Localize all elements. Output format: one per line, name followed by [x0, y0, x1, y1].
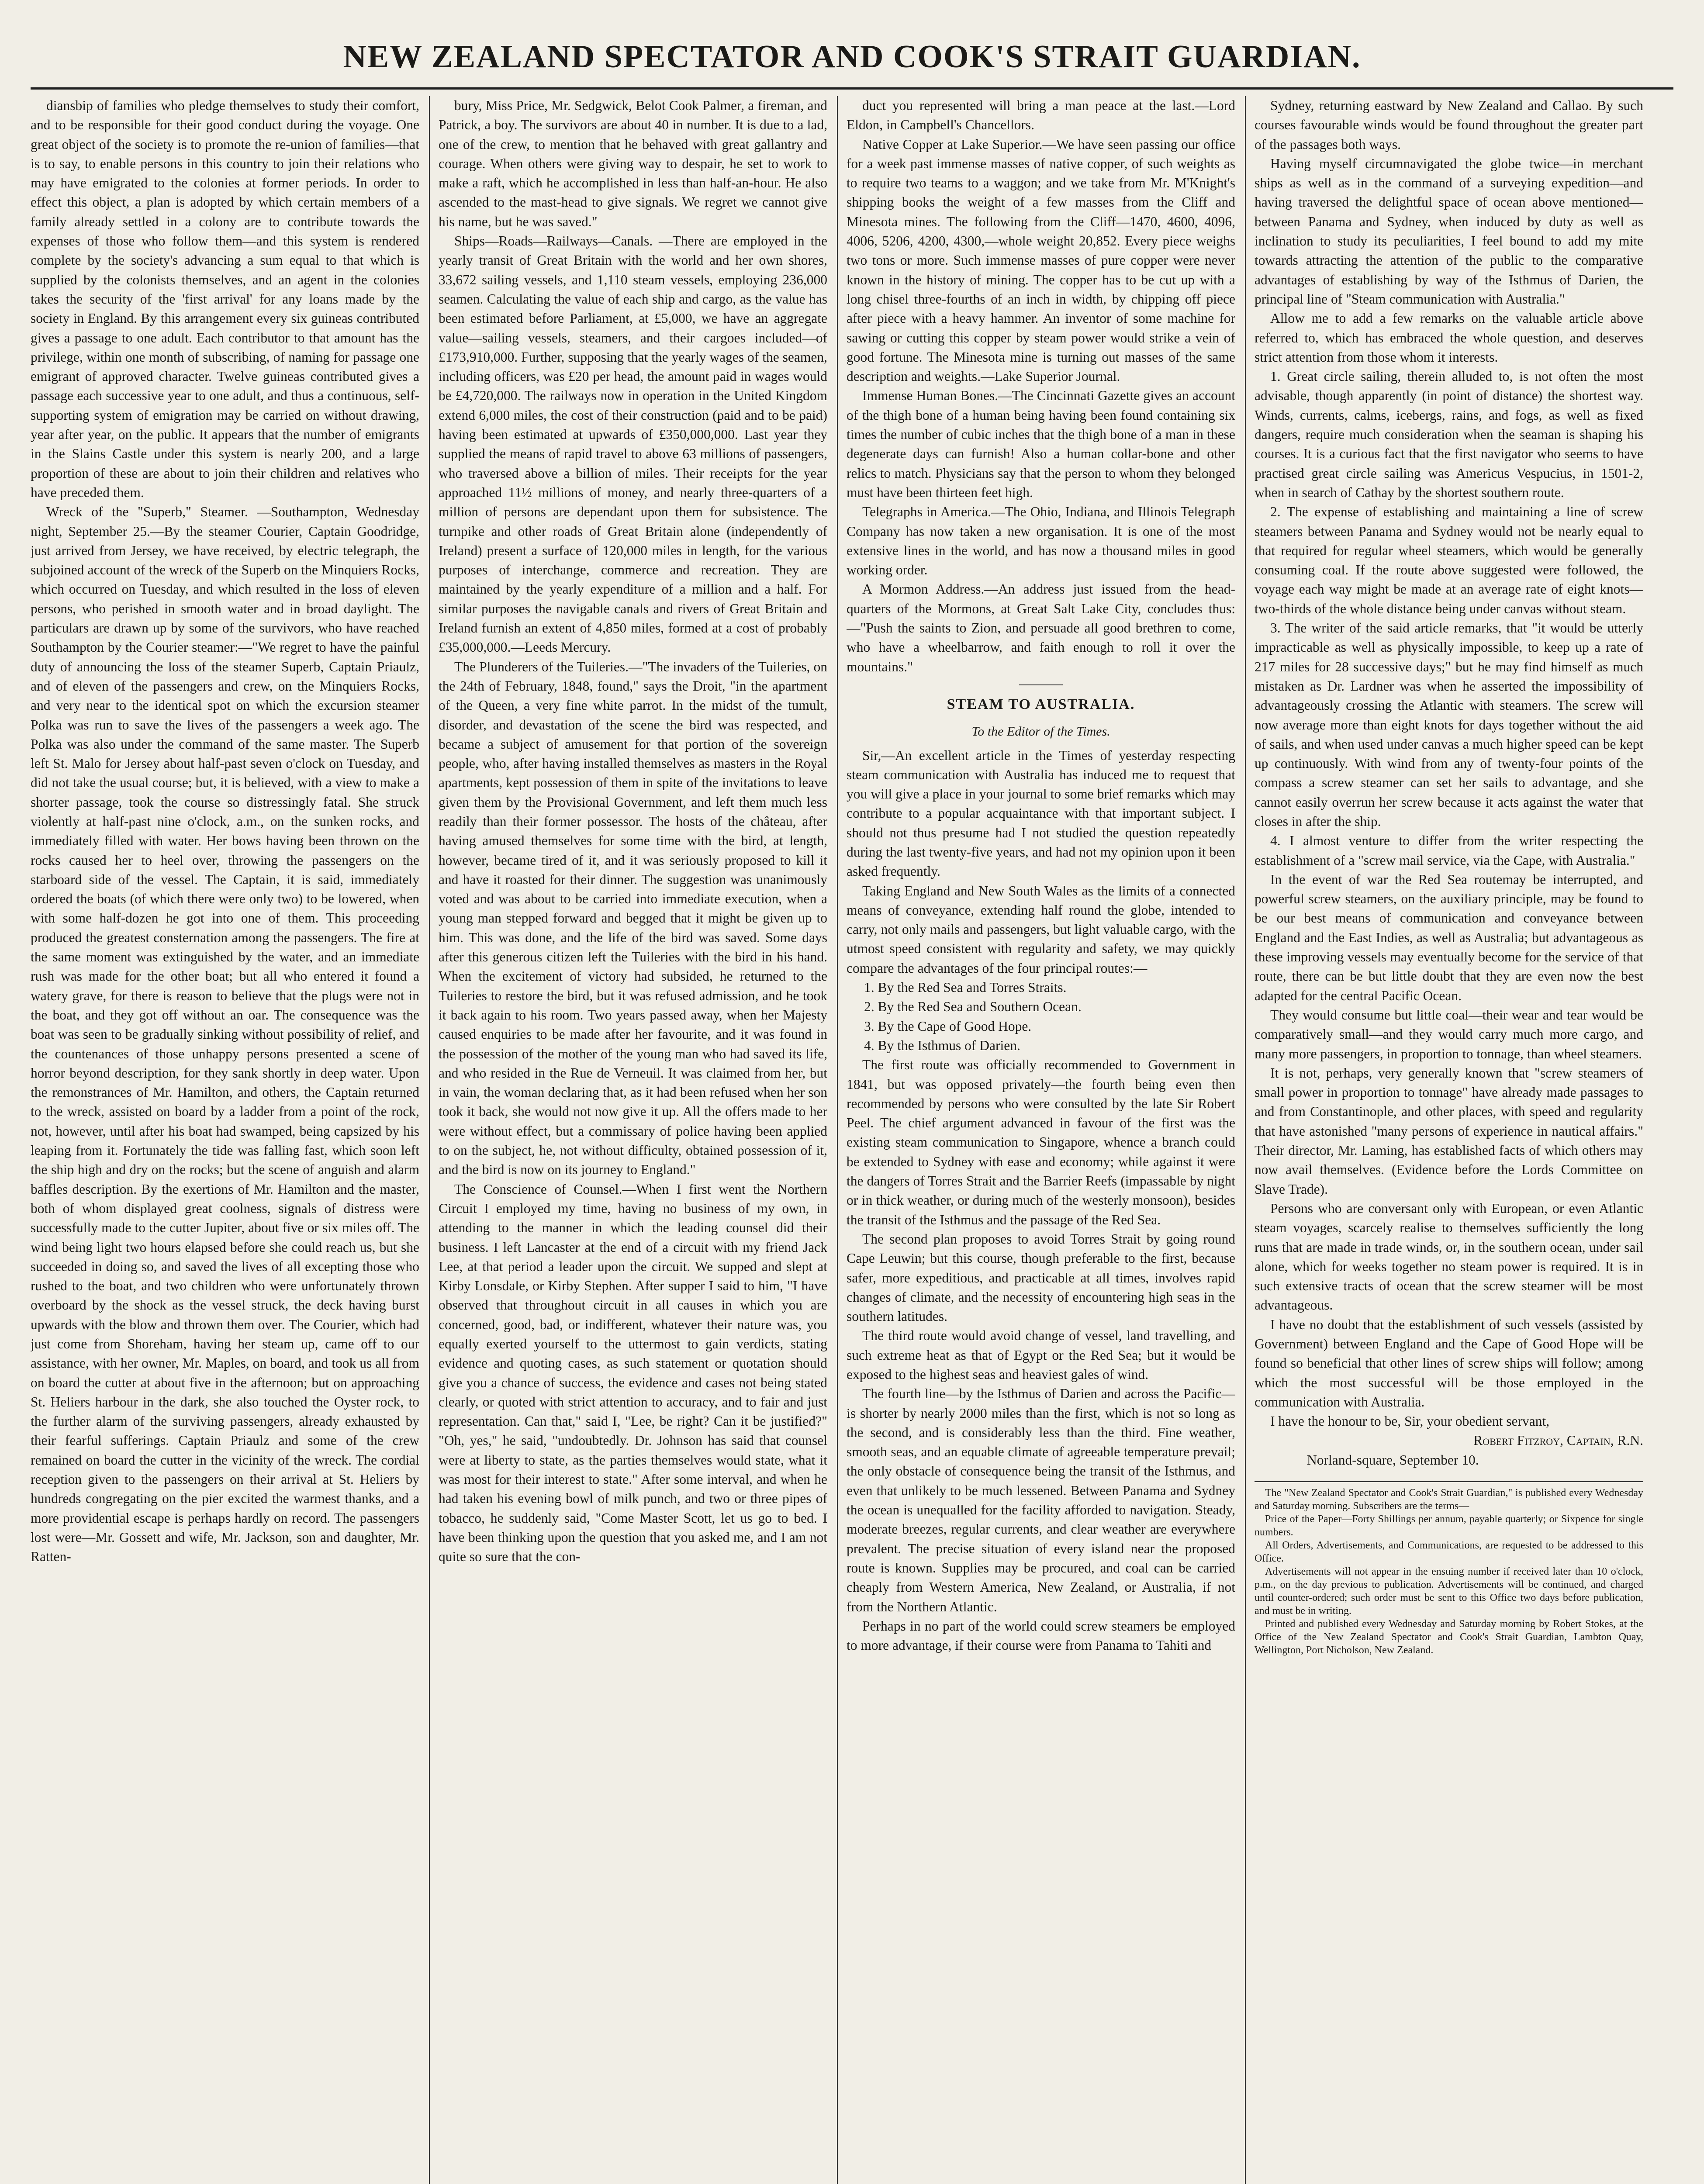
- paragraph: Allow me to add a few remarks on the valuable article above referred to, which has embraced the whole question, and deserves strict attention from those whom it interests.: [1255, 311, 1643, 365]
- letter-body-continued: [847, 1055, 1235, 1655]
- column-3-news: [847, 96, 1235, 677]
- paragraph: 4. I almost venture to differ from the writer respecting the establishment of a "screw mail service, via the Cape, with Australia.": [1255, 833, 1643, 868]
- column-2: [439, 96, 827, 2184]
- signature: Robert Fitzroy, Captain, R.N.: [1473, 1433, 1643, 1448]
- masthead-rule: [31, 87, 1673, 90]
- paragraph: Persons who are conversant only with European, or even Atlantic steam voyages, scarcely realise to themselves sufficiently the long runs that are made in trade winds, or, in the southern ocean, under sail alone, which for weeks together no steam power is required. It is in such extensive tracts of ocean that the screw steamer will be most advantageous.: [1255, 1200, 1643, 1313]
- paragraph: In the event of war the Red Sea routemay be interrupted, and powerful screw steamers, on the auxiliary principle, may be found to be our best means of communication and conveyance between England and the East Indies, as well as Australia; but advantageous as these improving vessels may eventually become for the service of that route, there can be but little doubt that they are even now the best adapted for the central Pacific Ocean.: [1255, 871, 1643, 1003]
- imprint-line: Advertisements will not appear in the ensuing number if received later than 10 o'clock, p.m., on the day previous to publication. Advertisements will be continued, and charged until counter-ordered; such order must be sent to this Office two days before publication, and must be in writing.: [1255, 1566, 1643, 1617]
- imprint-line: The "New Zealand Spectator and Cook's Strait Guardian," is published every Wednesday and Saturday morning. Subscribers are the terms—: [1255, 1487, 1643, 1512]
- paragraph: The third route would avoid change of vessel, land travelling, and such extreme heat as that of Egypt or the Red Sea; but it would be exposed to the highest seas and heaviest gales of wind.: [847, 1328, 1235, 1382]
- section-rule: [1019, 684, 1063, 685]
- paragraph: Perhaps in no part of the world could screw steamers be employed to more advantage, if their course were from Panama to Tahiti and: [847, 1618, 1235, 1653]
- paragraph: Taking England and New South Wales as the limits of a connected means of conveyance, extending half round the globe, intended to carry, not only mails and passengers, but light valuable cargo, with the utmost speed consistent with regularity and safety, we may quickly compare the advantages of the four principal routes:—: [847, 883, 1235, 976]
- paragraph: Telegraphs in America.—The Ohio, Indiana, and Illinois Telegraph Company has now taken a new organisation. It is one of the most extensive lines in the world, and has now a thousand miles in good working order.: [847, 504, 1235, 578]
- imprint-line: Printed and published every Wednesday and Saturday morning by Robert Stokes, at the Office of the New Zealand Spectator and Cook's Strait Guardian, Lambton Quay, Wellington, Port Nicholson, New Zealand.: [1255, 1618, 1643, 1656]
- route-item: 4. By the Isthmus of Darien.: [864, 1037, 1020, 1053]
- column-divider: [1245, 96, 1246, 2184]
- paragraph: It is not, perhaps, very generally known that "screw steamers of small power in proportion to tonnage" have already made passages to and from Constantinople, and other places, with speed and regularity that have astonished "many persons of experience in nautical affairs." Their director, Mr. Laming, has established facts of which others may now avail themselves. (Evidence before the Lords Committee on Slave Trade).: [1255, 1065, 1643, 1197]
- routes-list: [847, 978, 1235, 1055]
- paragraph: The fourth line—by the Isthmus of Darien and across the Pacific—is shorter by nearly 2000 miles than the first, which is not so long as the second, and is considerably less than the third. Fine weather, smooth seas, and an equable climate of agreeable temperature prevail; the only obstacle of consequence being the transit of the Isthmus, and even that unlikely to be much lessened. Between Panama and Sydney the ocean is unequalled for the facility afforded to navigation. Steady, moderate breezes, regular currents, and clear weather are everywhere prevalent. The precise situation of every island near the proposed route is known. Supplies may be procured, and coal can be carried cheaply from Western America, New Zealand, or Australia, if not from the Northern Atlantic.: [847, 1386, 1235, 1614]
- paragraph: duct you represented will bring a man peace at the last.—Lord Eldon, in Campbell's Chancellors.: [847, 98, 1235, 133]
- paragraph: The first route was officially recommended to Government in 1841, but was opposed privately—the fourth being even then recommended by persons who were consulted by the late Sir Robert Peel. The chief argument advanced in favour of the first was the existing steam communication to Singapore, whence a branch could be extended to Sydney with ease and economy; while against it were the dangers of Torres Strait and the Barrier Reefs (impassable by night or in thick weather, or during much of the westerly monsoon), besides the transit of the Isthmus and the passage of the Red Sea.: [847, 1057, 1235, 1227]
- paragraph: I have the honour to be, Sir, your obedient servant,: [1270, 1413, 1550, 1429]
- paragraph: diansbip of families who pledge themselves to study their comfort, and to be responsible for their good conduct during the voyage. One great object of the society is to promote the re-union of families—that is to say, to enable persons in this country to join their relations who may have emigrated to the colonies at former periods. In order to effect this object, a plan is adopted by which certain members of a family already settled in a colony are to contribute towards the expenses of those who follow them—and this system is rendered complete by the society's advancing a sum equal to that which is supplied by the colonists themselves, and an agent in the colonies takes the security of the 'first arrival' for any loans made by the society in England. By this arrangement every six guineas contributed gives a passage to one adult. Each contributor to that amount has the privilege, within one month of subscribing, of naming for passage one emigrant of approved character. Twelve guineas contributed gives a passage each successive year to one adult, and thus a continuous, self-supporting system of emigration may be carried on without drawing, year after year, on the public. It appears that the number of emigrants in the Slains Castle under this system is nearly 200, and a large proportion of these are about to join their children and relatives who have preceded them.: [31, 98, 419, 500]
- column-divider: [837, 96, 838, 2184]
- paragraph: 2. The expense of establishing and maintaining a line of screw steamers between Panama and Sydney would not be nearly equal to that required for regular wheel steamers, which would be generally consuming coal. If the route above suggested were followed, the voyage each way might be made at an average rate of eight knots—two-thirds of the whole distance being under canvas without steam.: [1255, 504, 1643, 616]
- paragraph: The Plunderers of the Tuileries.—"The invaders of the Tuileries, on the 24th of February, 1848, found," says the Droit, "in the apartment of the Queen, a very fine white parrot. In the midst of the tumult, disorder, and devastation of the scene the bird was respected, and became a subject of amusement for that portion of the sovereign people, who, after having installed themselves as masters in the Royal apartments, kept possession of them in spite of the invitations to leave given them by the Provisional Government, and left them much less readily than their former possessor. The hosts of the château, after having amused themselves for some time with the bird, at length, however, became tired of it, and it was seriously proposed to kill it and have it roasted for their dinner. The suggestion was unanimously voted and was about to be carried into immediate execution, when a young man stepped forward and begged that it might be given up to him. This was done, and the life of the bird was saved. Some days after this generous citizen left the Tuileries with the bird in his hand. When the excitement of victory had subsided, he returned to the Tuileries to restore the bird, but it was refused admission, and he took it back again to his room. Two years passed away, when her Majesty caused enquiries to be made after her favourite, and it was found in the possession of the mother of the young man who had saved its life, and who resided in the Rue de Verneuil. It was claimed from her, but in vain, the woman declaring that, as it had been refused when her son took it back, she would not now give it up. All the offers made to her were without effect, but a commissary of police having been applied to on the subject, he, not without difficulty, obtained possession of it, and the bird is now on its journey to England.": [439, 659, 827, 1178]
- imprint-notice: [1255, 1481, 1643, 1657]
- paragraph: 1. Great circle sailing, therein alluded to, is not often the most advisable, though apparently (in point of distance) the shortest way. Winds, currents, calms, icebergs, rains, and fogs, as well as fixed dangers, require much consideration when the seaman is shaping his courses. It is a curious fact that the first navigator who seems to have practised great circle sailing was Americus Vespucius, in 1501-2, when in search of Cathay by the shortest southern route.: [1255, 369, 1643, 500]
- letter-conclusion: [1255, 96, 1643, 1431]
- paragraph: bury, Miss Price, Mr. Sedgwick, Belot Cook Palmer, a fireman, and Patrick, a boy. The survivors are about 40 in number. It is due to a lad, one of the crew, to mention that he behaved with great gallantry and courage. When others were giving way to despair, he set to work to make a raft, which he accomplished in less than half-an-hour. He also ascended to the mast-head to give signals. We regret we cannot give his name, but he was saved.": [439, 98, 827, 229]
- column-1: [31, 96, 419, 2184]
- imprint-line: Price of the Paper—Forty Shillings per annum, payable quarterly; or Sixpence for single numbers.: [1255, 1514, 1643, 1538]
- paragraph: I have no doubt that the establishment of such vessels (assisted by Government) between England and the Cape of Good Hope will be found so beneficial that other lines of screw ships will follow; among which the most successful will be those employed in the communication with Australia.: [1255, 1317, 1643, 1410]
- column-3: [847, 96, 1235, 2184]
- masthead-title: NEW ZEALAND SPECTATOR AND COOK'S STRAIT GUARDIAN.: [343, 39, 1361, 75]
- article-subheading: To the Editor of the Times.: [971, 724, 1110, 739]
- paragraph: 3. The writer of the said article remarks, that "it would be utterly impracticable as well as physically impossible, to keep up a rate of 217 miles for 28 successive days;" but he may find himself as much mistaken as Dr. Lardner was when he asserted the impossibility of advantageously crossing the Atlantic with steamers. The screw will now average more than eight knots for days together without the aid of sails, and when used under canvas a much higher speed can be kept up continuously. With wind from any of twenty-four points of the compass a screw steamer can set her sails to advantage, and she cannot easily overrun her screw because it acts against the water that closes in after the ship.: [1255, 620, 1643, 829]
- paragraph: The second plan proposes to avoid Torres Strait by going round Cape Leuwin; but this course, though preferable to the first, because safer, more expeditious, and practicable at all times, involves rapid changes of climate, and the necessity of encountering high seas in the southern latitudes.: [847, 1231, 1235, 1324]
- paragraph: A Mormon Address.—An address just issued from the head-quarters of the Mormons, at Great Salt Lake City, concludes thus:—"Push the saints to Zion, and persuade all good brethren to come, who have a wheelbarrow, and faith enough to roll it over the mountains.": [847, 581, 1235, 674]
- paragraph: Having myself circumnavigated the globe twice—in merchant ships as well as in the command of a surveying expedition—and having traversed the delightful space of ocean above mentioned—between Panama and Sydney, when induced by duty as well as inclination to study its peculiarities, I feel bound to add my mite towards attracting the attention of the public to the comparative advantages of establishing by way of the Isthmus of Darien, the principal line of "Steam communication with Australia.": [1255, 156, 1643, 307]
- article-heading: STEAM TO AUSTRALIA.: [947, 696, 1135, 712]
- letter-body: [847, 746, 1235, 978]
- paragraph: Native Copper at Lake Superior.—We have seen passing our office for a week past immense masses of native copper, of such weights as to require two teams to a waggon; and we take from Mr. M'Knight's shipping books the weight of a few masses from the Cliff and Minesota mines. The following from the Cliff—1470, 4600, 4096, 4006, 5206, 4200, 4300,—whole weight 20,852. Every piece weighs two tons or more. Such immense masses of pure copper were never known in the history of mining. The copper has to be cut up with a long chisel three-fourths of an inch in width, by chipping off piece after piece with a heavy hammer. An inventor of some machine for sawing or cutting this copper by steam power would strike a vein of good fortune. The Minesota mine is turning out masses of the same description and weights.—Lake Superior Journal.: [847, 136, 1235, 384]
- paragraph: Ships—Roads—Railways—Canals. —There are employed in the yearly transit of Great Britain with the world and her own shores, 33,672 sailing vessels, and 1,110 steam vessels, employing 236,000 seamen. Calculating the value of each ship and cargo, as the value has been estimated before Parliament, at £5,000, we have an aggregate value—sailing vessels, steamers, and their cargoes included—of £173,910,000. Further, supposing that the yearly wages of the seamen, including officers, was £20 per head, the amount paid in wages would be £4,720,000. The railways now in operation in the United Kingdom extend 6,000 miles, the cost of their construction (paid and to be paid) having been estimated at upwards of £350,000,000. Last year they supplied the means of rapid travel to above 63 millions of passengers, who traversed above a billion of miles. Their receipts for the year approached 11½ millions of money, and nearly three-quarters of a million of persons are dependant upon them for subsistence. The turnpike and other roads of Great Britain alone (independently of Ireland) present a surface of 120,000 miles in length, for the various purposes of interchange, commerce and recreation. They are maintained by the yearly expenditure of a million and a half. For similar purposes the navigable canals and rivers of Great Britain and Ireland furnish an extent of 4,850 miles, formed at a cost of probably £35,000,000.—Leeds Mercury.: [439, 233, 827, 655]
- paragraph: Wreck of the "Superb," Steamer. —Southampton, Wednesday night, September 25.—By the steamer Courier, Captain Goodridge, just arrived from Jersey, we have received, by electric telegraph, the subjoined account of the wreck of the Superb on the Minquiers Rocks, which occurred on Tuesday, and which resulted in the loss of eleven persons, who perished in smooth water and in broad daylight. The particulars are drawn up by some of the survivors, who have reached Southampton by the Courier steamer:—"We regret to have the painful duty of announcing the loss of the steamer Superb, Captain Priaulz, and of eleven of the passengers and crew, on the Minquiers Rocks, and very near to the identical spot on which the excursion steamer Polka was run to save the lives of the passengers a week ago. The Polka was also under the command of the same master. The Superb left St. Malo for Jersey about half-past seven o'clock on Tuesday, and did not take the usual course; but, it is believed, with a view to make a shorter passage, took the course so distressingly fatal. She struck violently at half-past nine o'clock, a.m., on the sunken rocks, and immediately filled with water. Her bows having been thrown on the rocks caused her to heel over, throwing the passengers on the starboard side of the vessel. The Captain, it is said, immediately ordered the boats (of which there were only two) to be lowered, when with some half-dozen he got into one of them. This proceeding produced the greatest consternation among the passengers. The fire at the same moment was extinguished by the water, and an immediate rush was made for the other boat; but all who entered it found a watery grave, for there is reason to believe that the plugs were not in the boat, and they got off without an oar. The consequence was the boat was seen to be gradually sinking without possibility of relief, and the countenances of those unhappy persons presented a scene of horror beyond description, for they sank shortly in deep water. Upon the remonstrances of Mr. Hamilton, and others, the Captain returned to the wreck, assisted on board by a ladder from a point of the rock, not, however, until after his boat had swamped, being capsized by his leaping from it. Fortunately the tide was falling fast, which soon left the ship high and dry on the rocks; but the scene of anguish and alarm baffles description. By the exertions of Mr. Hamilton and the master, both of whom displayed great coolness, signals of distress were successfully made to the cutter Jupiter, about five or six miles off. The wind being light two hours elapsed before she could reach us, but she succeeded in doing so, and saved the lives of all excepting those who rushed to the boat, and two children who were unfortunately thrown overboard by the shock as the vessel struck, the deck having burst upwards with the blow and thrown them over. The Courier, which had just come from Shoreham, having her steam up, came off to our assistance, with her owner, Mr. Maples, on board, and took us all from on board the cutter at about five in the afternoon; but on approaching St. Heliers harbour in the dark, she also touched the Oyster rock, to the further alarm of the surviving passengers, already exhausted by their fearful sufferings. Captain Priaulz and some of the crew remained on board the cutter in the vicinity of the wreck. The cordial reception given to the passengers on their arrival at St. Heliers by hundreds congregating on the pier excited the warmest thanks, and a more providential escape is perhaps hardly on record. The passengers lost were—Mr. Gossett and wife, Mr. Jackson, son and daughter, Mr. Ratten-: [31, 504, 419, 1565]
- paragraph: The Conscience of Counsel.—When I first went the Northern Circuit I employed my time, having no business of my own, in attending to the manner in which the leading counsel did their business. I left Lancaster at the end of a circuit with my friend Jack Lee, at that period a leader upon the circuit. We supped and slept at Kirby Lonsdale, or Kirby Stephen. After supper I said to him, "I have observed that throughout circuit in all causes in which you are concerned, good, bad, or indifferent, whatever their nature was, you equally exerted yourself to the uttermost to gain verdicts, stating evidence and quoting cases, as such statement or quotation should give you a chance of success, the evidence and cases not being stated clearly, or quoted with strict attention to accuracy, and to fair and just representation. Can that," said I, "Lee, be right? Can it be justified?" "Oh, yes," he said, "undoubtedly. Dr. Johnson has said that counsel were at liberty to state, as the parties themselves would state, what it was most for their interest to state." After some interval, and when he had taken his evening bowl of milk punch, and two or three pipes of tobacco, he suddenly said, "Come Master Scott, let us go to bed. I have been thinking upon the question that you asked me, and I am not quite so sure that the con-: [439, 1181, 827, 1565]
- route-item: 1. By the Red Sea and Torres Straits.: [864, 980, 1067, 995]
- sender-address: Norland-square, September 10.: [1307, 1452, 1479, 1468]
- imprint-line: All Orders, Advertisements, and Communications, are requested to be addressed to this Office.: [1255, 1540, 1643, 1565]
- paragraph: Sir,—An excellent article in the Times of yesterday respecting steam communication with Australia has induced me to request that you will give a place in your journal to some brief remarks which may contribute to a popular acquaintance with that important subject. I should not thus presume had I not studied the question repeatedly during the last twenty-five years, and had not my opinion upon it been asked frequently.: [847, 747, 1235, 879]
- route-item: 2. By the Red Sea and Southern Ocean.: [864, 999, 1082, 1015]
- paragraph: Immense Human Bones.—The Cincinnati Gazette gives an account of the thigh bone of a human being having been found containing six times the number of cubic inches that the thigh bone of a man in these degenerate days can furnish! Also a human collar-bone and other relics to match. Physicians say that the person to whom they belonged must have been thirteen feet high.: [847, 388, 1235, 500]
- column-4: [1255, 96, 1643, 2184]
- paragraph: They would consume but little coal—their wear and tear would be comparatively small—and they would carry much more cargo, and many more passengers, in proportion to tonnage, than wheel steamers.: [1255, 1007, 1643, 1061]
- route-item: 3. By the Cape of Good Hope.: [864, 1018, 1032, 1034]
- paragraph: Sydney, returning eastward by New Zealand and Callao. By such courses favourable winds would be found throughout the greater part of the passages both ways.: [1255, 98, 1643, 152]
- column-divider: [429, 96, 430, 2184]
